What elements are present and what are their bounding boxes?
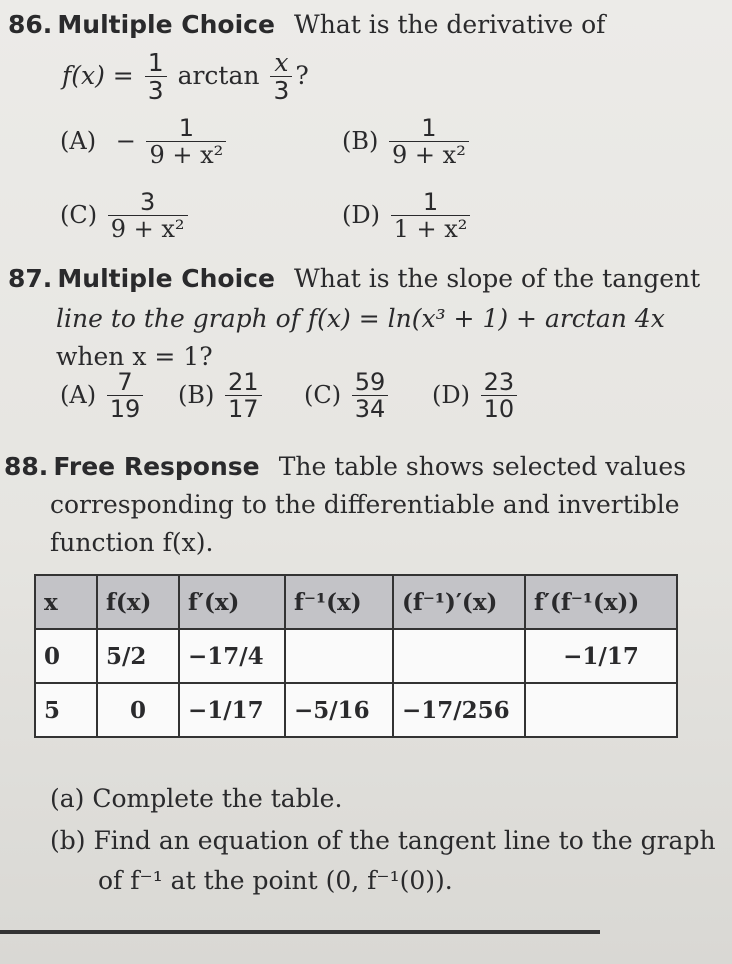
table-row	[35, 683, 677, 737]
option-d[interactable]: (D) $\frac{1}{\text{1 + x²}}$	[342, 190, 473, 243]
fraction: $\frac{1}{\text{9 + x²}}$	[389, 116, 469, 169]
fraction: $\frac{21}{17}$	[225, 370, 262, 423]
question-number: 86.	[8, 10, 53, 39]
table-cell: 0	[97, 683, 179, 737]
function-lhs: f(x) =	[62, 60, 134, 90]
question-number: 88.	[4, 452, 49, 481]
table-header-row	[35, 575, 677, 629]
option-a[interactable]: (A) − $\frac{1}{\text{9 + x²}}$	[60, 116, 229, 169]
function-definition: f(x) = $\frac{1}{3}$ arctan $\frac{x}{3}$ ?	[62, 48, 309, 106]
table-cell: −1/17	[525, 629, 677, 683]
table-header: f′(f⁻¹(x))	[525, 575, 677, 629]
table-header: f′(x)	[179, 575, 285, 629]
part-a: (a) Complete the table.	[50, 784, 343, 813]
question-prompt: What is the derivative of	[294, 10, 606, 39]
table-cell: 0	[35, 629, 97, 683]
table-header: x	[35, 575, 97, 629]
question-type: Multiple Choice	[57, 10, 275, 39]
table-cell: −5/16	[285, 683, 393, 737]
question-prompt: The table shows selected values	[278, 452, 687, 481]
table-cell: −17/4	[179, 629, 285, 683]
table-header: (f⁻¹)′(x)	[393, 575, 525, 629]
fraction: $\frac{1}{\text{1 + x²}}$	[391, 190, 471, 243]
table-cell: −17/256	[393, 683, 525, 737]
question-type: Multiple Choice	[57, 264, 275, 293]
option-b[interactable]: (B) $\frac{21}{17}$	[178, 370, 265, 423]
question-type: Free Response	[53, 452, 260, 481]
table-cell[interactable]	[525, 683, 677, 737]
fraction: $\frac{23}{10}$	[481, 370, 518, 423]
question-number: 87.	[8, 264, 53, 293]
table-cell: 5	[35, 683, 97, 737]
question-prompt: What is the slope of the tangent	[294, 264, 701, 293]
fraction: $\frac{1}{\text{9 + x²}}$	[146, 116, 226, 169]
question-prompt-line2: line to the graph of f(x) = ln(x³ + 1) + arctan 4x	[56, 304, 665, 333]
question-prompt-line2: corresponding to the differentiable and invertible	[50, 490, 680, 519]
question-prompt-line3: function f(x).	[50, 528, 214, 557]
table-row	[35, 629, 677, 683]
option-d[interactable]: (D) $\frac{23}{10}$	[432, 370, 520, 423]
fraction: $\frac{x}{3}$	[270, 50, 292, 105]
table-cell[interactable]	[393, 629, 525, 683]
table-header: f(x)	[97, 575, 179, 629]
option-c[interactable]: (C) $\frac{59}{34}$	[304, 370, 391, 423]
fraction: $\frac{7}{19}$	[107, 370, 144, 423]
fraction: $\frac{3}{\text{9 + x²}}$	[108, 190, 188, 243]
fraction: $\frac{1}{3}$	[145, 50, 167, 105]
values-table	[34, 574, 678, 738]
table-header: f⁻¹(x)	[285, 575, 393, 629]
table-cell: −1/17	[179, 683, 285, 737]
part-b-line2: of f⁻¹ at the point (0, f⁻¹(0)).	[98, 866, 453, 895]
arctan-label: arctan	[177, 60, 260, 90]
divider	[0, 930, 600, 934]
question-prompt-line3: when x = 1?	[56, 342, 213, 371]
fraction: $\frac{59}{34}$	[352, 370, 389, 423]
option-a[interactable]: (A) $\frac{7}{19}$	[60, 370, 146, 423]
table-cell: 5/2	[97, 629, 179, 683]
part-b-line1: (b) Find an equation of the tangent line to the graph	[50, 826, 716, 855]
option-b[interactable]: (B) $\frac{1}{\text{9 + x²}}$	[342, 116, 472, 169]
table-cell[interactable]	[285, 629, 393, 683]
option-c[interactable]: (C) $\frac{3}{\text{9 + x²}}$	[60, 190, 191, 243]
